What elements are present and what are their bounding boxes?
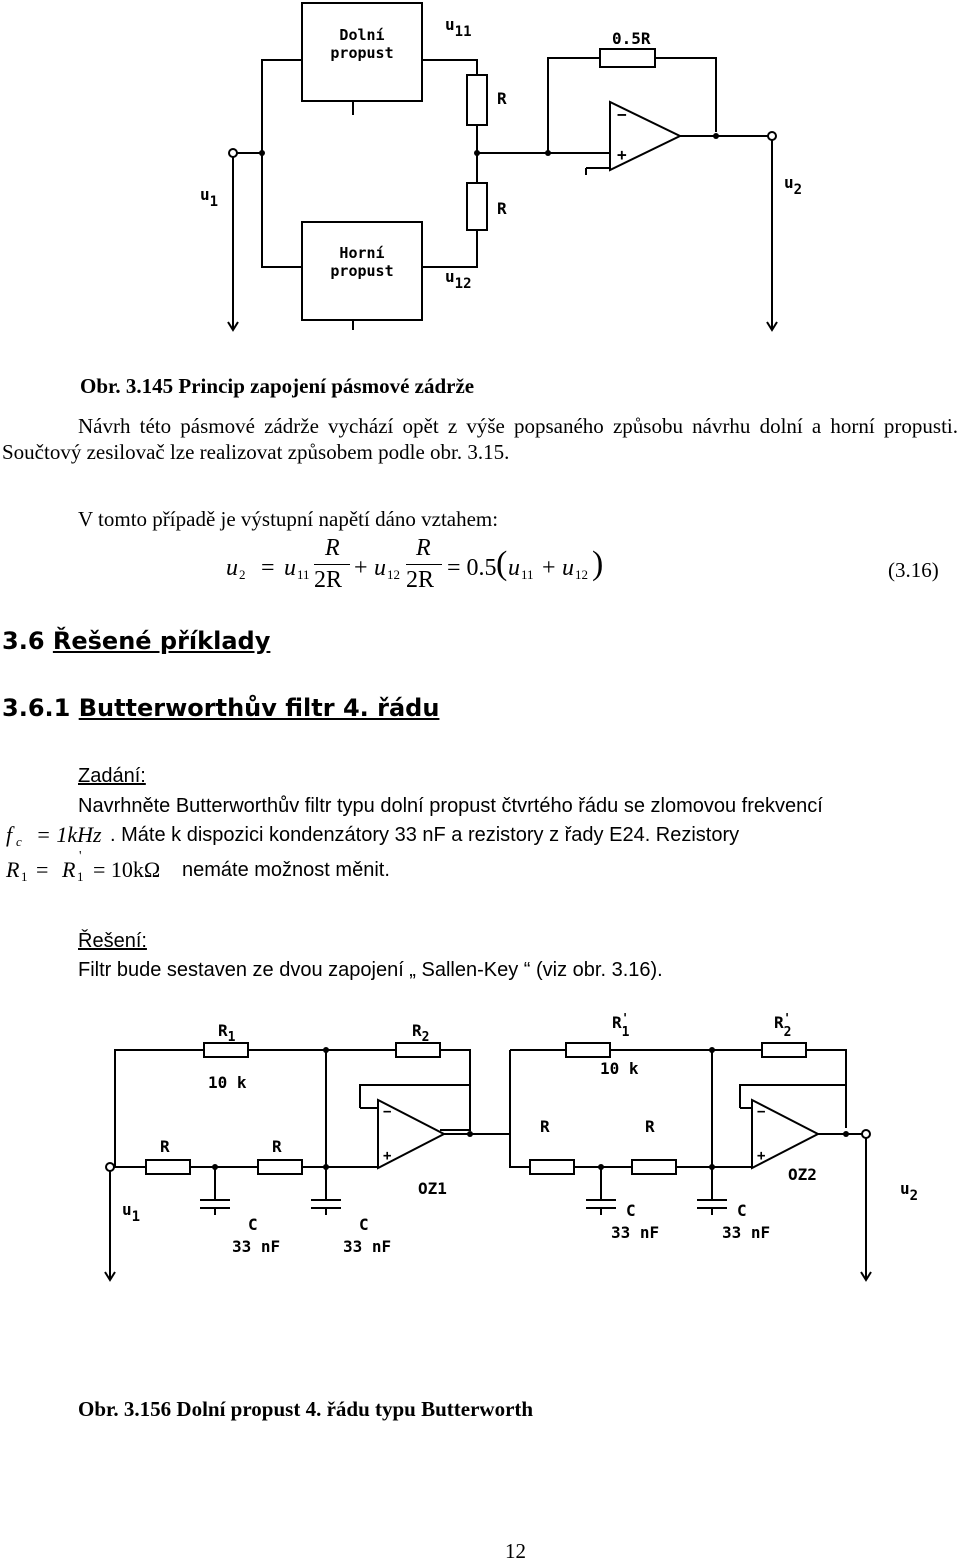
C-value-2: 33 nF (343, 1237, 392, 1256)
R-label-4: R (645, 1117, 655, 1136)
section-heading-title: Řešené příklady (52, 627, 271, 655)
lowpass-label: Dolní propust (330, 26, 394, 62)
input-terminal (228, 149, 238, 330)
R-label-3: R (540, 1117, 550, 1136)
C-label-1: C (248, 1215, 258, 1234)
R1-value: 10 k (208, 1073, 247, 1092)
figure-bandstop-schematic (0, 0, 960, 340)
R1p-value: 10 k (600, 1059, 639, 1078)
resistor-bottom (467, 183, 487, 230)
label-u12: u12 (445, 267, 472, 292)
C-label-3: C (626, 1201, 636, 1220)
oz1-minus: − (383, 1104, 392, 1120)
equation-3-16: u 2 = u 11 R 2R + u 12 R 2R = 0.5 ( u 11 + u 12 ) (226, 535, 604, 593)
label-u11: u11 (445, 15, 472, 40)
resistor-R-2 (258, 1160, 302, 1174)
oz1-label: OZ1 (418, 1179, 447, 1198)
paragraph-equation-intro: V tomto případě je výstupní napětí dáno vztahem: (78, 507, 499, 531)
oz2-plus: + (757, 1148, 766, 1164)
resistor-R2-prime (762, 1043, 806, 1057)
reseni-label: Řešení: (78, 930, 147, 952)
C-label-2: C (359, 1215, 369, 1234)
C-value-4: 33 nF (722, 1223, 771, 1242)
resistor-R-1 (146, 1160, 190, 1174)
page-number: 12 (505, 1539, 526, 1563)
zadani-line2: f c = 1kHz . Máte k dispozici kondenzátory 33 nF a rezistory z řady E24. Rezistory (6, 822, 740, 849)
R-label-1: R (160, 1137, 170, 1156)
resistor-feedback-label: 0.5R (612, 29, 651, 48)
zadani-label: Zadání: (78, 765, 146, 787)
figure1-caption: Obr. 3.145 Princip zapojení pásmové zádrže (80, 374, 475, 398)
equation-number: (3.16) (888, 558, 939, 582)
R1-label: $R_1$ (218, 1021, 236, 1045)
figure2-caption: Obr. 3.156 Dolní propust 4. řádu typu Butterworth (78, 1397, 534, 1421)
resistor-feedback (600, 49, 655, 67)
R1p-label: $R_1'$ (612, 1011, 630, 1040)
C-value-1: 33 nF (232, 1237, 281, 1256)
R-label-2: R (272, 1137, 282, 1156)
resistor-top-label: R (497, 89, 507, 108)
reseni-line: Filtr bude sestaven ze dvou zapojení „ Sallen-Key “ (viz obr. 3.16). (78, 959, 663, 981)
input-label-2: u1 (122, 1200, 141, 1225)
C-label-4: C (737, 1201, 747, 1220)
highpass-label: Horní propust (330, 244, 394, 280)
subsection-heading-title: Butterworthův filtr 4. řádu (78, 694, 440, 722)
resistor-bottom-label: R (497, 199, 507, 218)
oz2-label: OZ2 (788, 1165, 817, 1184)
opamp-plus: + (617, 145, 627, 164)
R2-label: $R_2$ (412, 1021, 430, 1045)
paragraph-intro: Návrh této pásmové zádrže vychází opět z výše popsaného způsobu návrhu dolní a horní propusti. Součtový zesilovač lze realizovat způsobem podle obr. 3.15. (2, 414, 958, 464)
resistor-R1-prime (566, 1043, 610, 1057)
subsection-heading: 3.6.1 Butterworthův filtr 4. řádu (2, 694, 440, 722)
resistor-R-4 (632, 1160, 676, 1174)
section-heading: 3.6 Řešené příklady (2, 627, 271, 655)
zadani-line3: R 1 = R 1 ' = 10kΩ nemáte možnost měnit. (6, 849, 390, 884)
output-terminal-2 (861, 1130, 871, 1280)
zadani-line1: Navrhněte Butterworthův filtr typu dolní propust čtvrtého řádu se zlomovou frekvencí (78, 795, 823, 817)
output-terminal (767, 132, 777, 330)
oz1-plus: + (383, 1148, 392, 1164)
resistor-R1 (204, 1043, 248, 1057)
opamp-minus: − (617, 105, 627, 124)
resistor-top (467, 75, 487, 125)
input-terminal-2 (105, 1163, 115, 1280)
output-label: u2 (784, 173, 803, 198)
output-label-2: u2 (900, 1179, 919, 1204)
resistor-R2 (396, 1043, 440, 1057)
figure-butterworth-schematic (0, 990, 960, 1310)
resistor-R-3 (530, 1160, 574, 1174)
oz2-minus: − (757, 1104, 766, 1120)
C-value-3: 33 nF (611, 1223, 660, 1242)
input-label: u1 (200, 185, 219, 210)
R2p-label: $R_2'$ (774, 1011, 792, 1040)
